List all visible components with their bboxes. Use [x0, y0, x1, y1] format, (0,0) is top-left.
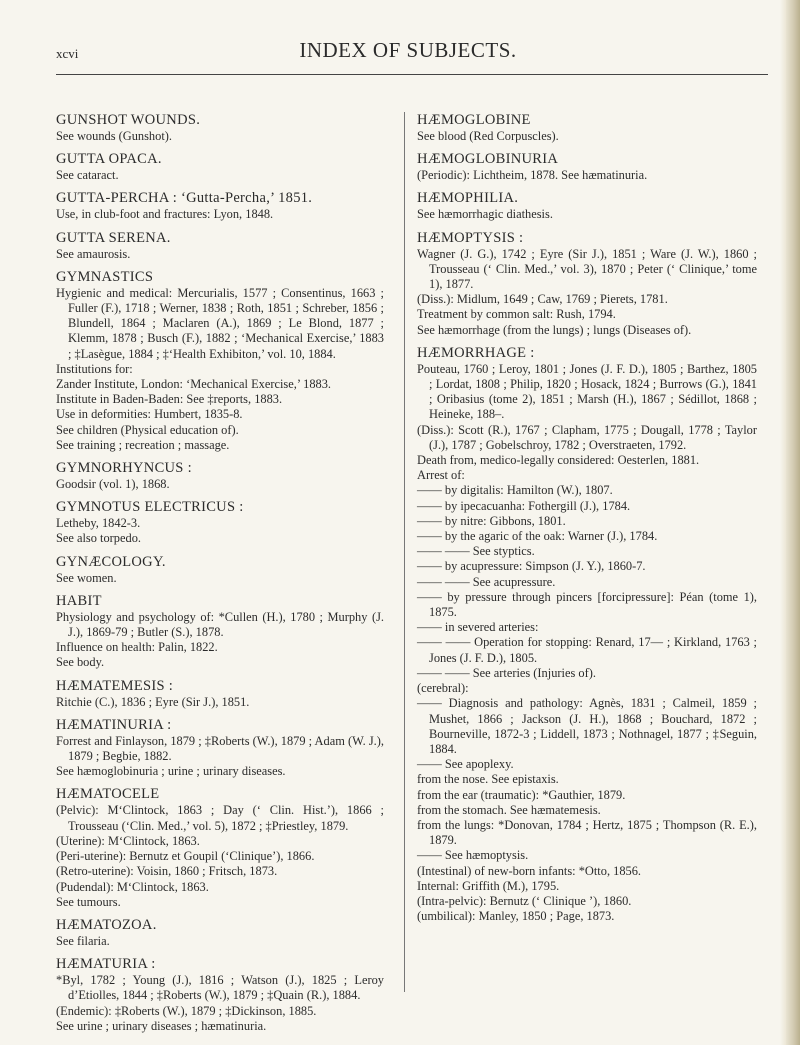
entry-line: Letheby, 1842-3. [56, 516, 141, 531]
entry-line: —— by the agaric of the oak: Warner (J.), 1784. [417, 529, 658, 544]
entry-heading: HÆMOGLOBINURIA [417, 151, 559, 168]
entry-heading: HÆMATOCELE [56, 786, 160, 803]
right-column [417, 112, 757, 931]
entry-line: (Periodic): Lichtheim, 1878. See hæmatinuria. [417, 168, 648, 183]
entry-heading: HÆMATOZOA. [56, 916, 157, 933]
entry-heading: GYMNOTUS ELECTRICUS : [56, 499, 244, 516]
entry-line: See hæmorrhage (from the lungs) ; lungs (Diseases of). [417, 322, 692, 337]
index-entry-gymnastics [56, 269, 384, 453]
index-entry-gymnorhynchus [56, 460, 384, 492]
entry-heading: GYNÆCOLOGY. [56, 553, 166, 570]
column-divider [404, 112, 405, 992]
index-entry-haemophilia [417, 190, 757, 222]
entry-line: —— See apoplexy. [417, 757, 514, 772]
entry-line: (Intestinal) of new-born infants: *Otto, 1856. [417, 863, 642, 878]
entry-line: Institute in Baden-Baden: See ‡reports, 1883. [56, 392, 283, 407]
entry-line: —— —— See arteries (Injuries of). [417, 665, 596, 680]
entry-line: Zander Institute, London: ‘Mechanical Exercise,’ 1883. [56, 377, 332, 392]
entry-line: —— by digitalis: Hamilton (W.), 1807. [417, 483, 613, 498]
index-entry-gynaecology [56, 554, 384, 586]
entry-line: (Uterine): M‘Clintock, 1863. [56, 833, 200, 848]
entry-line: See amaurosis. [56, 246, 131, 261]
entry-line: —— See hæmoptysis. [417, 848, 529, 863]
entry-heading: GUNSHOT WOUNDS. [56, 112, 201, 128]
entry-heading: GYMNORHYNCUS : [56, 460, 192, 477]
page-edge [786, 0, 800, 1045]
entry-line: Death from, medico-legally considered: Oesterlen, 1881. [417, 453, 700, 468]
header-rule [56, 74, 768, 75]
index-entry-haemoptysis [417, 230, 757, 338]
entry-line: —— by ipecacuanha: Fothergill (J.), 1784. [417, 498, 631, 513]
entry-line: Treatment by common salt: Rush, 1794. [417, 307, 616, 322]
entry-heading: GYMNASTICS [56, 268, 154, 285]
index-entry-haematocele [56, 786, 384, 909]
entry-line: —— Diagnosis and pathology: Agnès, 1831 ; Calmeil, 1859 ; Mushet, 1866 ; Jackson (J. H.), 1868 ; Bouchard, 1872 ; Bourneville, 1872-3 ; Liddell, 1873 ; Nothnagel, 1877 ; ‡Seguin, 1884. [417, 696, 757, 756]
entry-line: See also torpedo. [56, 531, 141, 546]
entry-heading: HÆMATINURIA : [56, 716, 172, 733]
index-entry-gutta-opaca [56, 151, 384, 183]
entry-line: from the nose. See epistaxis. [417, 772, 559, 787]
entry-line: Wagner (J. G.), 1742 ; Eyre (Sir J.), 1851 ; Ware (J. W.), 1860 ; Trousseau (‘ Clin. Med.,’ vol. 3), 1870 ; Peter (‘ Clinique,’ tome 1), 1877. [417, 246, 757, 292]
entry-line: —— by pressure through pincers [forcipressure]: Péan (tome 1), 1875. [417, 589, 757, 620]
entry-heading: HÆMOPTYSIS : [417, 229, 524, 246]
entry-line: See hæmorrhagic diathesis. [417, 207, 553, 222]
entry-line: See women. [56, 570, 117, 585]
page-number: xcvi [56, 46, 79, 61]
entry-line: Internal: Griffith (M.), 1795. [417, 878, 560, 893]
entry-heading: HÆMATEMESIS : [56, 677, 174, 694]
entry-line: —— by nitre: Gibbons, 1801. [417, 513, 566, 528]
entry-line: *Byl, 1782 ; Young (J.), 1816 ; Watson (J.), 1825 ; Leroy d’Etiolles, 1844 ; ‡Roberts (W.), 1879 ; ‡Quain (R.), 1884. [56, 973, 384, 1003]
index-entry-haemoglobinuria [417, 151, 757, 183]
entry-line: See cataract. [56, 168, 119, 183]
index-entry-haematinuria [56, 717, 384, 780]
entry-line: (Diss.): Midlum, 1649 ; Caw, 1769 ; Pierets, 1781. [417, 292, 668, 307]
index-entry-gutta-percha [56, 190, 384, 222]
index-entry-gunshot [56, 112, 384, 144]
entry-line: Use, in club-foot and fractures: Lyon, 1848. [56, 207, 274, 222]
entry-line: (Diss.): Scott (R.), 1767 ; Clapham, 1775 ; Dougall, 1778 ; Taylor (J.), 1787 ; Gobelschroy, 1782 ; Overstraeten, 1792. [417, 422, 757, 452]
entry-line: (umbilical): Manley, 1850 ; Page, 1873. [417, 909, 615, 924]
entry-line: See children (Physical education of). [56, 422, 239, 437]
index-entry-haemoglobine [417, 112, 757, 144]
index-entry-haematemesis [56, 678, 384, 710]
entry-line: Forrest and Finlayson, 1879 ; ‡Roberts (W.), 1879 ; Adam (W. J.), 1879 ; Begbie, 1882. [56, 733, 384, 764]
entry-line: Hygienic and medical: Mercurialis, 1577 ; Consentinus, 1663 ; Fuller (F.), 1718 ; Werner, 1838 ; Roth, 1851 ; Schreber, 1856 ; Blundell, 1864 ; Maclaren (A.), 1869 ; Le Blond, 1877 ; Klemm, 1878 ; Busch (F.), 1882 ; ‘Mechanical Exercise,’ 1883 ; ‡Lasègue, 1884 ; ‡‘Health Exhibiton,’ vol. 10, 1884. [56, 285, 384, 361]
entry-line: See filaria. [56, 933, 110, 948]
entry-line: from the stomach. See hæmatemesis. [417, 802, 601, 817]
entry-line: (cerebral): [417, 681, 469, 696]
index-entry-haematuria [56, 956, 384, 1034]
entry-line: from the ear (traumatic): *Gauthier, 1879. [417, 787, 626, 802]
entry-line: (Endemic): ‡Roberts (W.), 1879 ; ‡Dickinson, 1885. [56, 1003, 317, 1018]
entry-line: See wounds (Gunshot). [56, 129, 172, 143]
entry-line: Ritchie (C.), 1836 ; Eyre (Sir J.), 1851. [56, 694, 250, 709]
entry-heading: HÆMOPHILIA. [417, 190, 519, 207]
index-entry-gutta-serena [56, 230, 384, 262]
entry-line: Goodsir (vol. 1), 1868. [56, 477, 170, 492]
entry-line: Physiology and psychology of: *Cullen (H.), 1780 ; Murphy (J. J.), 1869-79 ; Butler (S.), 1878. [56, 609, 384, 640]
entry-line: —— —— See acupressure. [417, 574, 556, 589]
entry-heading: GUTTA SERENA. [56, 229, 171, 246]
entry-line: See blood (Red Corpuscles). [417, 129, 559, 143]
entry-line: —— by acupressure: Simpson (J. Y.), 1860-7. [417, 559, 646, 574]
entry-line: Influence on health: Palin, 1822. [56, 640, 218, 655]
entry-heading: HÆMORRHAGE : [417, 344, 535, 361]
entry-line: Pouteau, 1760 ; Leroy, 1801 ; Jones (J. F. D.), 1805 ; Barthez, 1805 ; Lordat, 1808 ; Philip, 1820 ; Hosack, 1824 ; Burrows (G.), 1841 ; Oribasius (tome 2), 1851 ; Marsh (H.), 1867 ; Sédillot, 1868 ; Heineke, 188–. [417, 361, 757, 422]
entry-line: See training ; recreation ; massage. [56, 437, 230, 452]
entry-heading: GUTTA OPACA. [56, 151, 162, 168]
entry-line: Use in deformities: Humbert, 1835-8. [56, 407, 243, 422]
page-header [56, 36, 760, 66]
entry-line: (Intra-pelvic): Bernutz (‘ Clinique ’), 1860. [417, 893, 632, 908]
entry-heading: HABIT [56, 592, 102, 609]
entry-line: from the lungs: *Donovan, 1784 ; Hertz, 1875 ; Thompson (R. E.), 1879. [417, 817, 757, 848]
entry-line: Arrest of: [417, 468, 465, 483]
entry-line: See tumours. [56, 894, 121, 909]
entry-heading: HÆMOGLOBINE [417, 112, 531, 128]
entry-line: (Peri-uterine): Bernutz et Goupil (‘Clinique’), 1866. [56, 849, 315, 864]
entry-line: —— —— See styptics. [417, 544, 535, 559]
entry-line: —— in severed arteries: [417, 620, 539, 635]
entry-line: (Pelvic): M‘Clintock, 1863 ; Day (‘ Clin. Hist.’), 1866 ; Trousseau (‘Clin. Med.,’ vol. 5), 1872 ; ‡Priestley, 1879. [56, 803, 384, 833]
entry-line: —— —— Operation for stopping: Renard, 17— ; Kirkland, 1763 ; Jones (J. F. D.), 1805. [417, 635, 757, 665]
running-head: INDEX OF SUBJECTS. [299, 38, 517, 62]
left-column [56, 112, 384, 1041]
entry-line: See body. [56, 655, 105, 670]
entry-heading: HÆMATURIA : [56, 956, 156, 973]
entry-line: See urine ; urinary diseases ; hæmatinuria. [56, 1018, 267, 1033]
index-entry-gymnotus [56, 499, 384, 546]
entry-line: (Retro-uterine): Voisin, 1860 ; Fritsch, 1873. [56, 864, 278, 879]
index-entry-habit [56, 593, 384, 671]
entry-heading: GUTTA-PERCHA : ‘Gutta-Percha,’ 1851. [56, 190, 313, 207]
entry-line: (Pudendal): M‘Clintock, 1863. [56, 879, 209, 894]
entry-line: See hæmoglobinuria ; urine ; urinary diseases. [56, 764, 286, 779]
entry-line: Institutions for: [56, 361, 133, 376]
index-entry-haematozoa [56, 917, 384, 949]
index-entry-haemorrhage [417, 345, 757, 925]
